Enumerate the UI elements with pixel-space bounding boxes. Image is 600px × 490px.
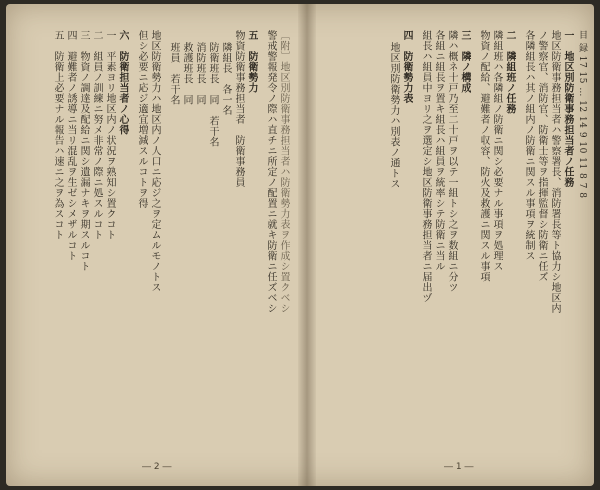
left-page-text-column: 五 防衛上必要ナル報告ハ速ニ之ヲ為スコト: [52, 30, 63, 240]
left-page-text-column: 三 物資ノ調達及配給ニ関シ遺漏ナキヲ期スルコト: [78, 30, 89, 272]
right-page-text-column: 一 地区別防衛事務担当者ノ任務: [562, 30, 573, 188]
left-page-text-column: 防衛班長 同 若干名: [207, 42, 218, 147]
right-page-number: ― 1 ―: [444, 462, 474, 472]
right-page-text-column: 地区防衛事務担当者ハ警察署長、消防署長等ト協力シ地区内: [549, 30, 560, 314]
left-page-text-column: 救護班長 同: [181, 42, 192, 105]
left-page: [6, 4, 298, 486]
left-page-text-column: 物資防衛事務担当者 防衛事務員: [233, 30, 244, 188]
right-page-text: [322, 30, 588, 450]
left-page-text-column: 六 防衛担当者ノ心得: [117, 30, 128, 135]
right-page: [316, 4, 594, 486]
left-page-text-column: 班員 若干名: [168, 42, 179, 105]
right-page-text-column: 三 隣ノ構成: [459, 30, 470, 93]
left-page-text: [16, 30, 290, 450]
right-page-text-column: 物資ノ配給、避難者ノ収容、防火及救護ニ関スル事項: [478, 30, 489, 282]
left-page-text-column: 四 避難者ノ誘導ニ当リ混乱ヲ生ゼシメザルコト: [65, 30, 76, 261]
left-page-text-column: 〔附〕地区別防衛事務担当者ハ防衛勢力表ヲ作成シ置クベシ: [278, 30, 289, 314]
right-page-text-column: 各隣組長ハ其ノ組内ノ防衛ニ関スル事項ヲ統制ス: [523, 30, 534, 261]
left-page-text-column: 但シ必要ニ応ジ適宜増減スルコトヲ得: [136, 30, 147, 209]
right-page-text-column: 隣組班ハ各隣組ノ防衛ニ関シ必要ナル事項ヲ処理ス: [491, 30, 502, 272]
right-page-text-column: 二 隣組班ノ任務: [504, 30, 515, 114]
open-book: [6, 4, 594, 486]
left-page-text-column: 一 平素ヨリ地区内ノ状況ヲ熟知シ置クコト: [104, 30, 115, 240]
right-page-text-column: ノ警察官、消防官、防衛士等ヲ指揮監督シ防衛ニ任ズ: [536, 30, 547, 282]
right-page-text-column: 隣ハ概ネ十戸乃至二十戸ヲ以テ一組トシ之ヲ数組ニ分ツ: [446, 30, 457, 293]
left-page-text-column: 警戒警報発令ノ際ハ直チニ所定ノ配置ニ就キ防衛ニ任ズベシ: [265, 30, 276, 314]
right-page-text-column: 組長ハ組員中ヨリ之ヲ選定シ地区防衛事務担当者ニ届出ヅ: [420, 30, 431, 303]
right-page-text-column: 地区別防衛勢力ハ別表ノ通トス: [388, 42, 399, 189]
left-page-text-column: 隣組長 各一名: [220, 42, 231, 116]
right-page-text-column: 各組ニ組長ヲ置キ組長ハ組員ヲ統率シテ防衛ニ当ル: [433, 30, 444, 272]
left-page-number: ― 2 ―: [142, 462, 172, 472]
left-page-text-column: 五 防衛勢力: [246, 30, 257, 93]
left-page-text-column: 地区防衛勢力ハ地区内ノ人口ニ応ジ之ヲ定ムルモノトス: [149, 30, 160, 293]
right-page-text-column: 四 防衛勢力表: [401, 30, 412, 104]
book-gutter: [298, 4, 316, 486]
left-page-text-column: 二 組員ノ訓練ニ努メ非常ノ際ニ処スルコト: [91, 30, 102, 240]
table-of-contents: 目 録 17 15 … 12 14 9 10 11 8 7 8: [577, 30, 587, 199]
left-page-text-column: 消防班長 同: [194, 42, 205, 105]
